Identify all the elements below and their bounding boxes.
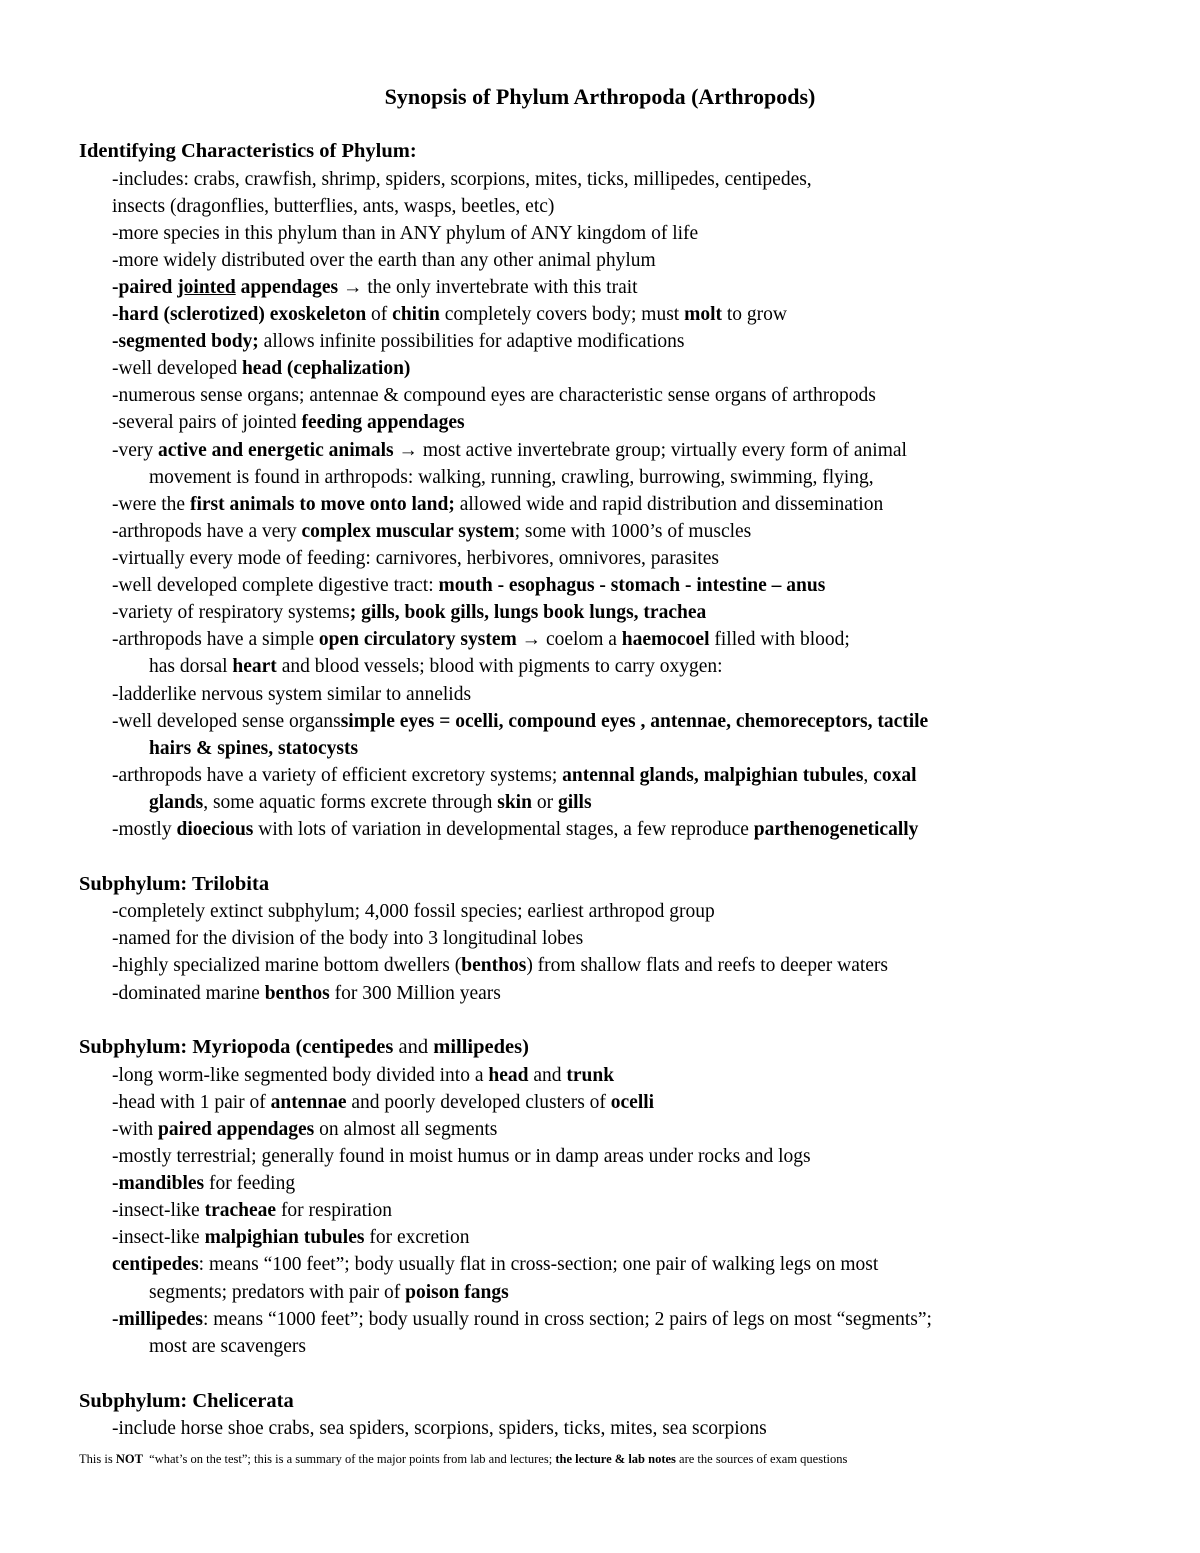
text-line bbox=[112, 1062, 614, 1089]
heading-text: millipedes) bbox=[433, 1036, 529, 1058]
bold-text: glands bbox=[149, 792, 204, 813]
bold-text: open circulatory system → bbox=[318, 629, 542, 650]
text-run: -very bbox=[112, 440, 159, 461]
text-run: -were the bbox=[112, 494, 190, 515]
text-line: -more widely distributed over the earth than any other animal phylum bbox=[112, 250, 656, 271]
bold-text: molt bbox=[684, 304, 723, 325]
text-line bbox=[112, 980, 501, 1007]
text-line: -includes: crabs, crawfish, shrimp, spiders, scorpions, mites, ticks, millipedes, centipedes, bbox=[112, 169, 812, 190]
bold-text: -hard (sclerotized) exoskeleton bbox=[112, 304, 367, 325]
text-line: -mostly terrestrial; generally found in moist humus or in damp areas under rocks and logs bbox=[112, 1146, 811, 1167]
bold-text: -segmented body; bbox=[112, 331, 259, 352]
text-run: -well developed complete digestive tract: bbox=[112, 575, 439, 596]
text-run: -insect-like bbox=[112, 1227, 205, 1248]
text-run: most active invertebrate group; virtually every form of animal bbox=[418, 440, 907, 461]
text-run: with lots of variation in developmental stages, a few reproduce bbox=[253, 819, 754, 840]
bold-text: parthenogenetically bbox=[753, 819, 919, 840]
bold-text: chitin bbox=[392, 304, 440, 325]
text-run: -long worm-like segmented body divided into a bbox=[112, 1065, 489, 1086]
text-run: -highly specialized marine bottom dwellers ( bbox=[112, 955, 462, 976]
text-line: -completely extinct subphylum; 4,000 fossil species; earliest arthropod group bbox=[112, 901, 715, 922]
text-line: -more species in this phylum than in ANY phylum of ANY kingdom of life bbox=[112, 223, 699, 244]
text-run: This is bbox=[79, 1452, 116, 1466]
section-heading-myriopoda bbox=[79, 1034, 529, 1061]
heading-text: and bbox=[393, 1036, 434, 1058]
bold-text: appendages → bbox=[235, 277, 363, 298]
page-title: Synopsis of Phylum Arthropoda (Arthropods) bbox=[384, 84, 816, 109]
bold-text: first animals to move onto land; bbox=[189, 494, 455, 515]
text-line bbox=[112, 491, 883, 518]
bold-text: ; gills, book gills, lungs book lungs, trachea bbox=[349, 602, 707, 623]
bold-text: centipedes bbox=[112, 1254, 199, 1275]
bold-text: heart bbox=[232, 656, 277, 677]
text-line: -named for the division of the body into 3 longitudinal lobes bbox=[112, 928, 584, 949]
text-line: -virtually every mode of feeding: carnivores, herbivores, omnivores, parasites bbox=[112, 548, 720, 569]
bold-text: head bbox=[488, 1065, 529, 1086]
bold-text: -mandibles bbox=[112, 1173, 205, 1194]
bold-text: dioecious bbox=[176, 819, 254, 840]
bold-text: coxal bbox=[873, 765, 917, 786]
text-run: -dominated marine bbox=[112, 983, 265, 1004]
text-line bbox=[112, 599, 706, 626]
bold-text: simple eyes = ocelli, compound eyes , antennae, chemoreceptors, tactile bbox=[340, 711, 929, 732]
footer-note bbox=[79, 1450, 847, 1468]
bold-text: malpighian tubules bbox=[204, 1227, 365, 1248]
text-run: for 300 Million years bbox=[329, 983, 501, 1004]
text-run: coelom a bbox=[541, 629, 622, 650]
section-heading-chelicerata: Subphylum: Chelicerata bbox=[79, 1390, 294, 1412]
text-line: -ladderlike nervous system similar to annelids bbox=[112, 684, 472, 705]
text-line bbox=[112, 626, 850, 653]
text-run: -arthropods have a simple bbox=[112, 629, 319, 650]
bold-text: the lecture & lab notes bbox=[555, 1452, 676, 1466]
text-line bbox=[112, 1224, 470, 1251]
text-run: for excretion bbox=[364, 1227, 470, 1248]
text-run: on almost all segments bbox=[314, 1119, 498, 1140]
text-line bbox=[112, 952, 888, 979]
text-run: -mostly bbox=[112, 819, 177, 840]
text-run: the only invertebrate with this trait bbox=[362, 277, 638, 298]
text-line bbox=[112, 816, 918, 843]
bold-text: mouth - esophagus - stomach - intestine – anus bbox=[438, 575, 826, 596]
text-run: and bbox=[528, 1065, 567, 1086]
bold-text: -paired bbox=[112, 277, 178, 298]
text-line bbox=[112, 1089, 654, 1116]
text-run: has dorsal bbox=[149, 656, 233, 677]
text-run: allowed wide and rapid distribution and dissemination bbox=[454, 494, 884, 515]
text-line bbox=[112, 1251, 878, 1278]
bold-text: poison fangs bbox=[405, 1282, 509, 1303]
text-line: hairs & spines, statocysts bbox=[149, 738, 359, 759]
bold-text: head (cephalization) bbox=[241, 358, 411, 379]
text-run: -several pairs of jointed bbox=[112, 412, 302, 433]
text-line: most are scavengers bbox=[149, 1336, 307, 1357]
bold-text: antennal glands, malpighian tubules bbox=[562, 765, 864, 786]
bold-text: -millipedes bbox=[112, 1309, 203, 1330]
text-line bbox=[149, 789, 592, 816]
text-line bbox=[112, 1197, 392, 1224]
text-run: -insect-like bbox=[112, 1200, 205, 1221]
bold-text: ocelli bbox=[610, 1092, 655, 1113]
text-run: -with bbox=[112, 1119, 159, 1140]
text-line: movement is found in arthropods: walking, running, crawling, burrowing, swimming, flying, bbox=[149, 467, 874, 488]
text-run: for feeding bbox=[204, 1173, 296, 1194]
text-run: filled with blood; bbox=[709, 629, 850, 650]
text-run: to grow bbox=[722, 304, 788, 325]
text-line bbox=[112, 355, 410, 382]
text-run: segments; predators with pair of bbox=[149, 1282, 406, 1303]
text-run: or bbox=[531, 792, 558, 813]
text-line bbox=[112, 409, 465, 436]
text-run: are the sources of exam questions bbox=[675, 1452, 848, 1466]
text-line bbox=[112, 437, 907, 464]
text-line bbox=[112, 301, 787, 328]
bold-text: skin bbox=[497, 792, 532, 813]
text-run: for respiration bbox=[276, 1200, 392, 1221]
text-line bbox=[112, 1170, 295, 1197]
text-line bbox=[112, 518, 751, 545]
text-run: -head with 1 pair of bbox=[112, 1092, 271, 1113]
text-line: -numerous sense organs; antennae & compound eyes are characteristic sense organs of arthropods bbox=[112, 385, 876, 406]
text-run: -well developed sense organs bbox=[112, 711, 341, 732]
text-run: : means “1000 feet”; body usually round in cross section; 2 pairs of legs on most “segments”; bbox=[203, 1309, 932, 1330]
text-run: of bbox=[366, 304, 393, 325]
bold-text: gills bbox=[557, 792, 592, 813]
text-line: insects (dragonflies, butterflies, ants, wasps, beetles, etc) bbox=[112, 196, 555, 217]
bold-text: benthos bbox=[264, 983, 330, 1004]
text-line bbox=[112, 328, 684, 355]
text-run: and poorly developed clusters of bbox=[346, 1092, 611, 1113]
bold-text: benthos bbox=[461, 955, 527, 976]
text-run: ; some with 1000’s of muscles bbox=[514, 521, 752, 542]
text-line bbox=[112, 708, 928, 735]
text-run: , bbox=[863, 765, 874, 786]
text-line: -include horse shoe crabs, sea spiders, scorpions, spiders, ticks, mites, sea scorpions bbox=[112, 1418, 767, 1439]
text-line bbox=[112, 1116, 497, 1143]
text-line bbox=[112, 1306, 932, 1333]
bold-text: haemocoel bbox=[621, 629, 710, 650]
text-run: : means “100 feet”; body usually flat in cross-section; one pair of walking legs on most bbox=[198, 1254, 879, 1275]
text-run: and blood vessels; blood with pigments to carry oxygen: bbox=[276, 656, 723, 677]
text-run: -well developed bbox=[112, 358, 242, 379]
heading-text: Subphylum: Myriopoda (centipedes bbox=[79, 1036, 394, 1058]
text-line bbox=[112, 572, 825, 599]
text-run: ) from shallow flats and reefs to deeper waters bbox=[526, 955, 889, 976]
bold-text: paired appendages bbox=[158, 1119, 315, 1140]
bold-text: trunk bbox=[566, 1065, 615, 1086]
text-run: “what’s on the test”; this is a summary of the major points from lab and lectures; bbox=[142, 1452, 556, 1466]
text-run: -variety of respiratory systems bbox=[112, 602, 350, 623]
bold-text: tracheae bbox=[204, 1200, 277, 1221]
section-heading-phylum: Identifying Characteristics of Phylum: bbox=[79, 140, 417, 162]
text-line bbox=[112, 274, 638, 301]
text-line bbox=[149, 653, 723, 680]
text-run: -arthropods have a variety of efficient excretory systems; bbox=[112, 765, 563, 786]
text-run: allows infinite possibilities for adaptive modifications bbox=[258, 331, 685, 352]
bold-text: active and energetic animals → bbox=[158, 440, 418, 461]
section-heading-trilobita: Subphylum: Trilobita bbox=[79, 873, 270, 895]
underlined-text: jointed bbox=[177, 277, 236, 298]
text-run: -arthropods have a very bbox=[112, 521, 302, 542]
text-line bbox=[149, 1279, 509, 1306]
bold-text: NOT bbox=[115, 1452, 143, 1466]
bold-text: antennae bbox=[270, 1092, 347, 1113]
bold-text: feeding appendages bbox=[301, 412, 465, 433]
text-line bbox=[112, 762, 917, 789]
bold-text: complex muscular system bbox=[301, 521, 515, 542]
text-run: , some aquatic forms excrete through bbox=[203, 792, 498, 813]
text-run: completely covers body; must bbox=[439, 304, 685, 325]
